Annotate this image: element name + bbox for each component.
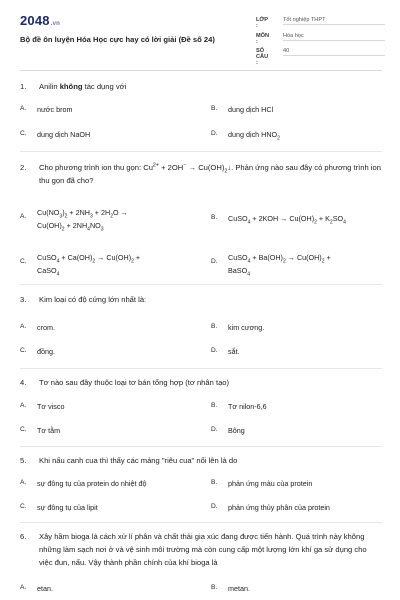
option-letter: D. (211, 426, 218, 433)
option-letter: A. (20, 105, 27, 112)
meta-count-value: 40 (283, 48, 385, 56)
meta-class-value: Tốt nghiệp THPT (283, 17, 385, 25)
option-letter: B. (211, 584, 218, 591)
option-text: etan. (37, 584, 53, 593)
question-stem: Anilin không tác dụng với (39, 82, 127, 91)
question-number: 4. (20, 378, 27, 387)
question-stem: Tơ nào sau đây thuộc loại tơ bán tổng hợp (tơ nhân tạo) (39, 378, 230, 387)
question-number: 5. (20, 456, 27, 465)
option-text: CuSO$_4$ + $2KOH \to Cu(OH)_2 + K_2SO_4$ (228, 214, 346, 226)
option-letter: B. (211, 105, 218, 112)
option-letter: B. (211, 479, 218, 486)
meta-class-label: LỚP : (256, 17, 268, 29)
option-text: CuSO$_4$ + $Ca(OH)_2 \to Cu(OH)_2$ + CaSO$_4$ (37, 253, 141, 278)
option-letter: D. (211, 503, 218, 510)
option-letter: C. (20, 503, 27, 510)
option-letter: B. (211, 323, 218, 330)
site-logo[interactable] (20, 13, 60, 28)
option-letter: C. (20, 347, 27, 354)
question-number: 1. (20, 82, 27, 91)
option-text: dung dịch $HNO_2$ (228, 130, 280, 142)
option-text: sắt. (228, 347, 240, 356)
option-letter: A. (20, 213, 27, 220)
meta-subject-label: MÔN : (256, 33, 270, 45)
question-divider (20, 446, 382, 447)
option-text: Tơ nilon-6,6 (228, 402, 267, 411)
question-stem: Kim loại có độ cứng lớn nhất là: (39, 295, 147, 304)
option-text: đồng. (37, 347, 55, 356)
meta-subject-value: Hóa học (283, 33, 385, 41)
question-divider (20, 368, 382, 369)
logo-text: 2048 (20, 13, 50, 28)
question-stem: Khi nấu canh cua thì thấy các mảng "riêu cua" nổi lên là do (39, 456, 238, 465)
question-number: 2. (20, 163, 27, 172)
option-letter: A. (20, 402, 27, 409)
header-divider (20, 70, 382, 71)
option-letter: A. (20, 479, 27, 486)
option-text: kim cương. (228, 323, 265, 332)
question-divider (20, 151, 382, 152)
option-letter: A. (20, 323, 27, 330)
option-text: $Cu(NO_3)_2 + 2NH_3 + 2H_2O$ → $Cu(OH)_2 + 2NH_4NO_3$ (37, 208, 128, 233)
option-letter: D. (211, 130, 218, 137)
question-divider (20, 522, 382, 523)
option-text: Tơ visco (37, 402, 65, 411)
option-text: dung dịch HCl (228, 105, 274, 114)
option-letter: D. (211, 258, 218, 265)
option-letter: A. (20, 584, 27, 591)
option-text: dung dịch NaOH (37, 130, 91, 139)
option-letter: C. (20, 426, 27, 433)
question-number: 3. (20, 295, 27, 304)
option-letter: B. (211, 214, 218, 221)
option-text: crom. (37, 323, 55, 332)
logo-suffix: .vn (50, 21, 61, 27)
option-letter: C. (20, 258, 27, 265)
option-text: metan. (228, 584, 250, 593)
document-title: Bộ đề ôn luyện Hóa Học cực hay có lời giải (Đề số 24) (20, 35, 215, 44)
option-text: Tơ tằm (37, 426, 61, 435)
option-letter: B. (211, 402, 218, 409)
option-text: sự đông tụ của protein do nhiệt độ (37, 479, 147, 488)
option-text: nước brom (37, 105, 73, 114)
question-number: 6. (20, 532, 27, 541)
question-stem: Cho phương trình ion thu gọn: $Cu^{2+} + 2OH^-$ → $Cu(OH)_2↓$. Phản ứng nào sau đây có phương trình ion thu gọn đã cho? (39, 162, 381, 185)
option-letter: C. (20, 130, 27, 137)
question-divider (20, 284, 382, 285)
document-header (0, 0, 400, 70)
option-text: phản ứng màu của protein (228, 479, 313, 488)
option-text: phản ứng thủy phân của protein (228, 503, 330, 512)
option-text: sự đông tụ của lipit (37, 503, 98, 512)
option-text: Bông (228, 426, 245, 435)
question-stem: Xây hầm bioga là cách xử lí phân và chất thải gia xúc đang được tiến hành. Quá trình này không những làm sạch nơi ở và vệ sinh môi trường mà còn cung cấp một lượng lớn khí ga sử dụng cho việc đun, nấu. Vậy thành phần chính của khí bioga là (39, 532, 367, 567)
option-letter: D. (211, 347, 218, 354)
option-text: CuSO$_4$ + $Ba(OH)_2 \to Cu(OH)_2$ + BaSO$_4$ (228, 253, 331, 278)
meta-count-label: SỐ CÂU : (256, 48, 269, 66)
